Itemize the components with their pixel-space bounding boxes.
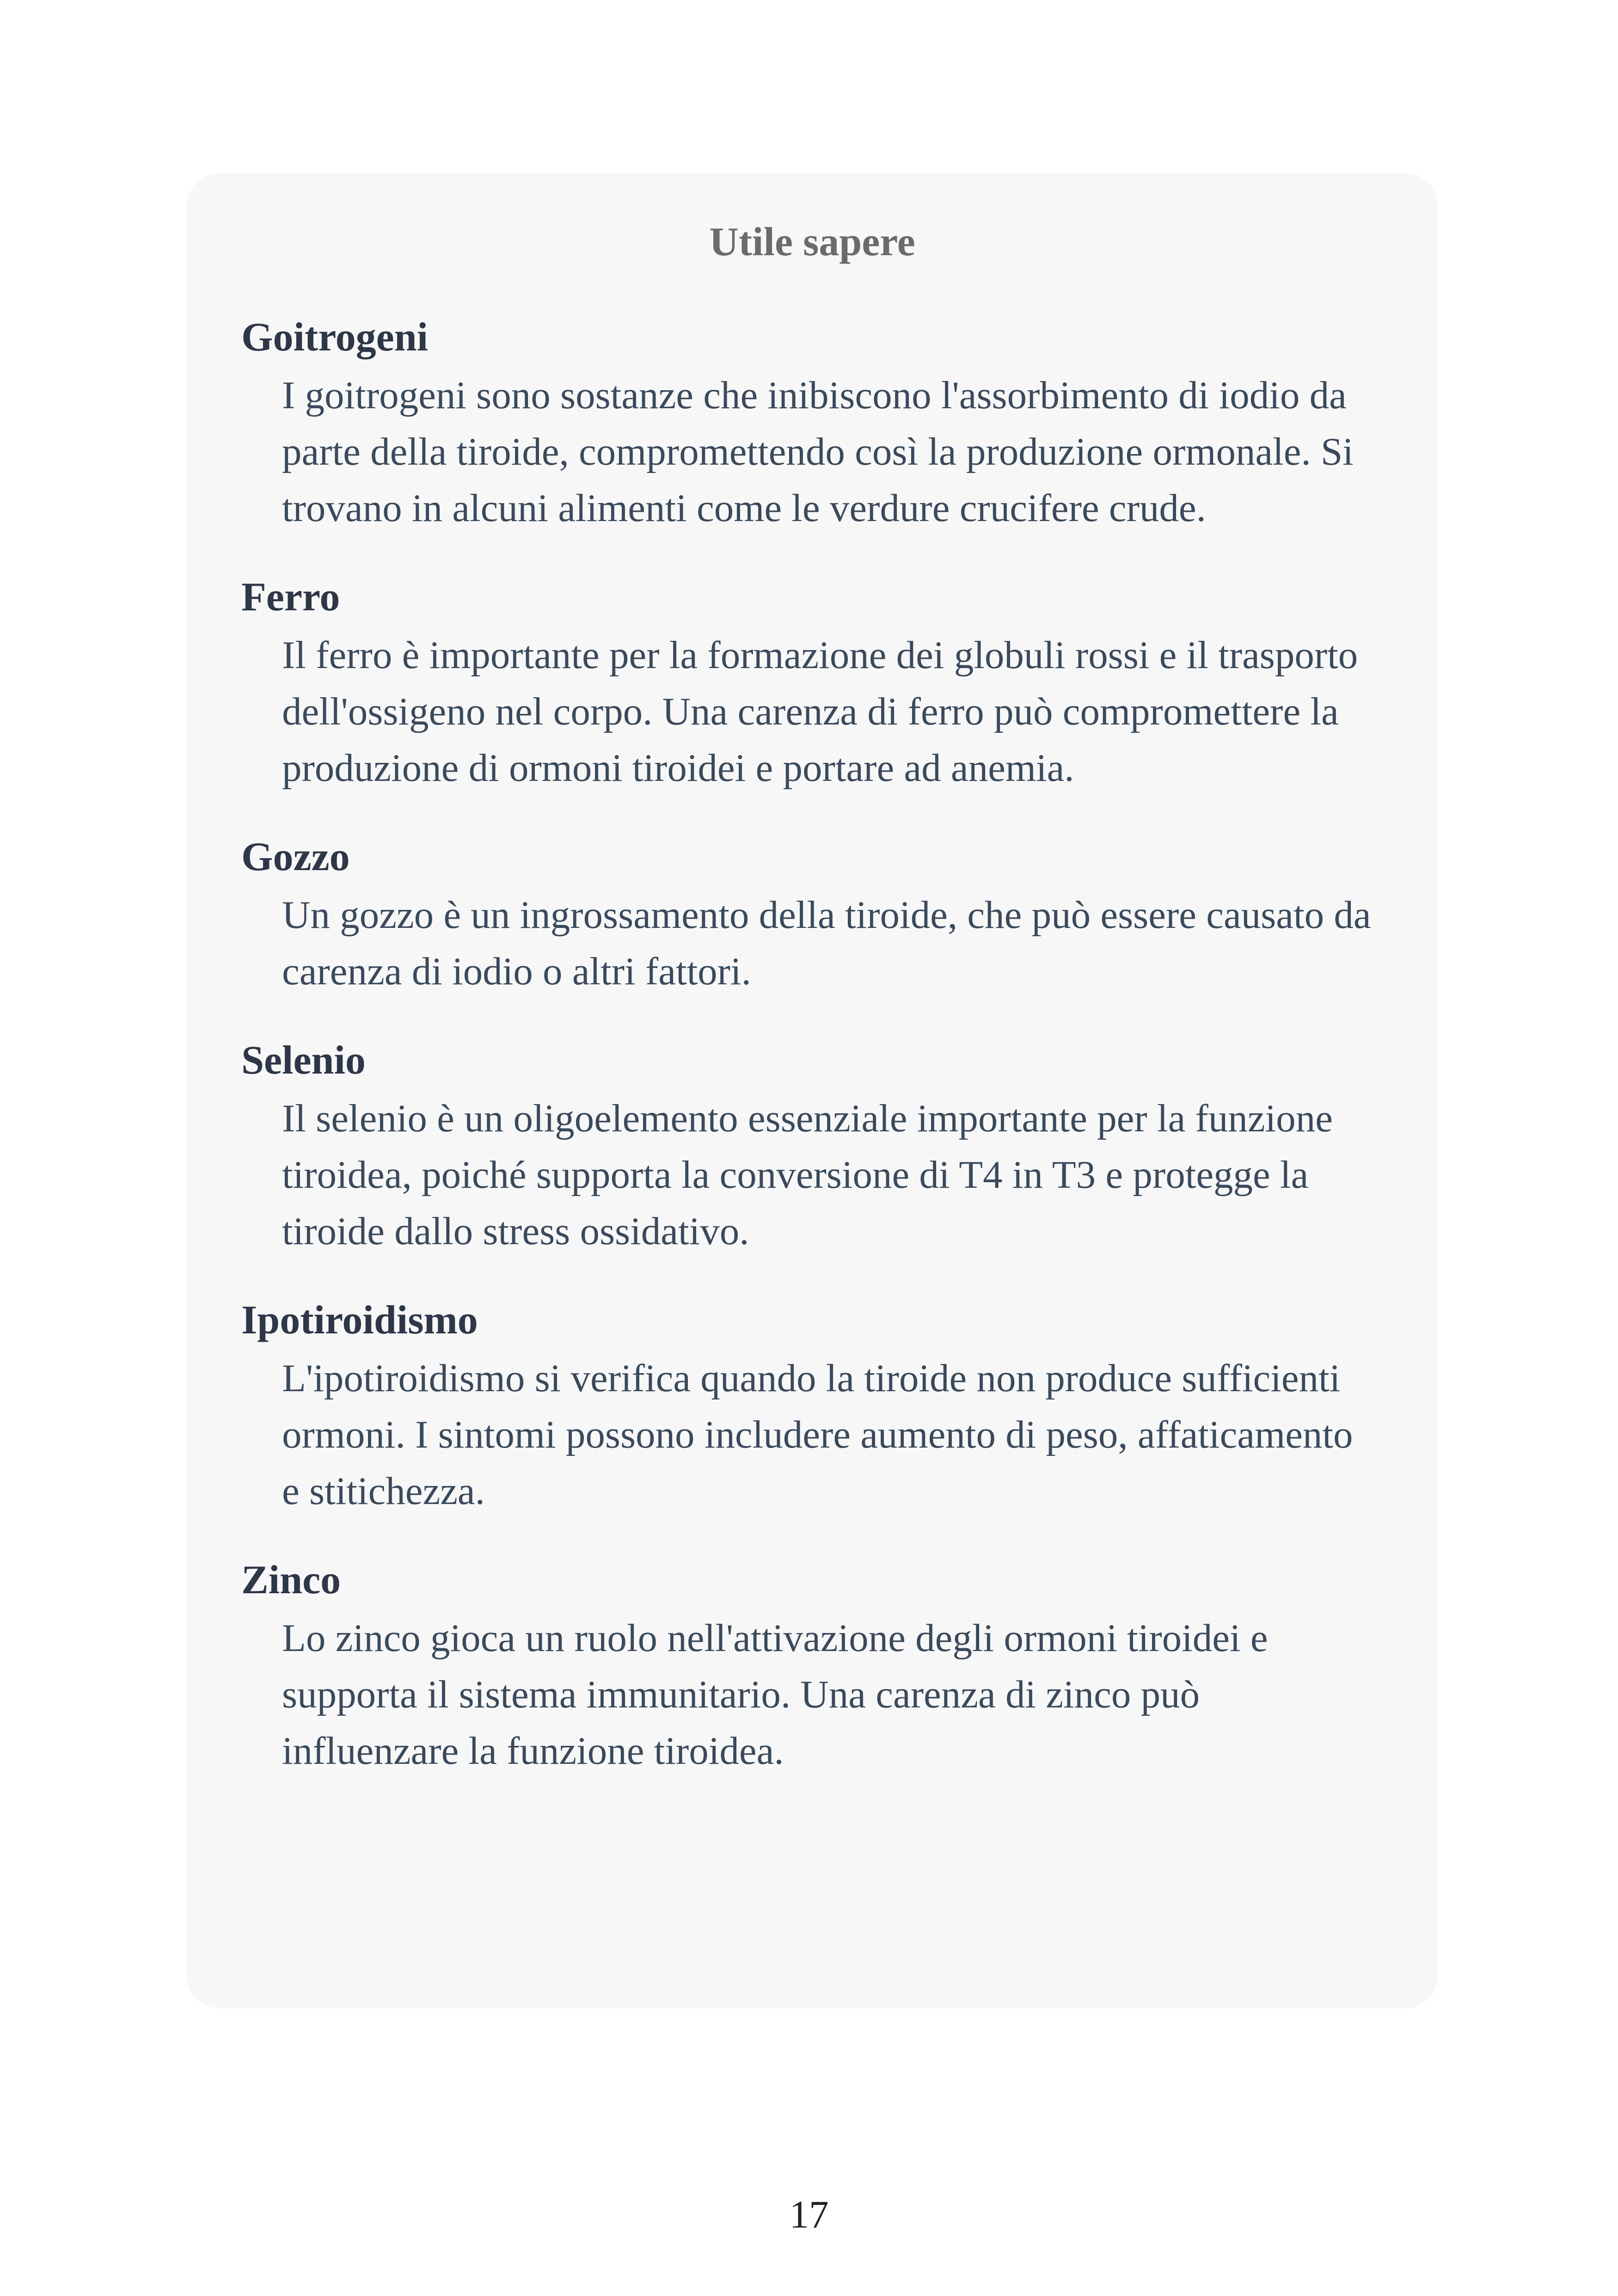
entry-definition: I goitrogeni sono sostanze che inibiscono l'assorbimento di iodio da parte della tiroide, compromettendo così la produzione ormonale. Si trovano in alcuni alimenti come le verdure crucifere crude. [282, 374, 1354, 530]
entry-gozzo [241, 833, 1383, 1000]
box-title: Utile sapere [709, 220, 915, 264]
entry-definition: Un gozzo è un ingrossamento della tiroide, che può essere causato da carenza di iodio o altri fattori. [282, 893, 1371, 993]
entry-definition: Il selenio è un oligoelemento essenziale importante per la funzione tiroidea, poiché supporta la conversione di T4 in T3 e protegge la tiroide dallo stress ossidativo. [282, 1097, 1333, 1253]
entry-definition: Il ferro è importante per la formazione dei globuli rossi e il trasporto dell'ossigeno nel corpo. Una carenza di ferro può compromettere la produzione di ormoni tiroidei e portare ad anemia. [282, 633, 1358, 790]
entry-selenio [241, 1037, 1383, 1259]
entry-term: Ipotiroidismo [241, 1298, 478, 1343]
page-number: 17 [789, 2193, 829, 2236]
entry-term: Ferro [241, 575, 340, 620]
entry-term: Goitrogeni [241, 315, 429, 360]
entry-definition: L'ipotiroidismo si verifica quando la tiroide non produce sufficienti ormoni. I sintomi possono includere aumento di peso, affaticamento e stitichezza. [282, 1357, 1353, 1513]
info-box [187, 173, 1438, 2008]
entry-term: Zinco [241, 1558, 341, 1602]
entry-definition: Lo zinco gioca un ruolo nell'attivazione degli ormoni tiroidei e supporta il sistema immunitario. Una carenza di zinco può influenzare la funzione tiroidea. [282, 1616, 1268, 1773]
entry-zinco [241, 1556, 1383, 1779]
entry-term: Selenio [241, 1038, 366, 1083]
entry-term: Gozzo [241, 835, 350, 879]
entry-ferro [241, 573, 1383, 796]
entry-ipotiroidismo [241, 1296, 1383, 1519]
entry-goitrogeni [241, 313, 1383, 536]
